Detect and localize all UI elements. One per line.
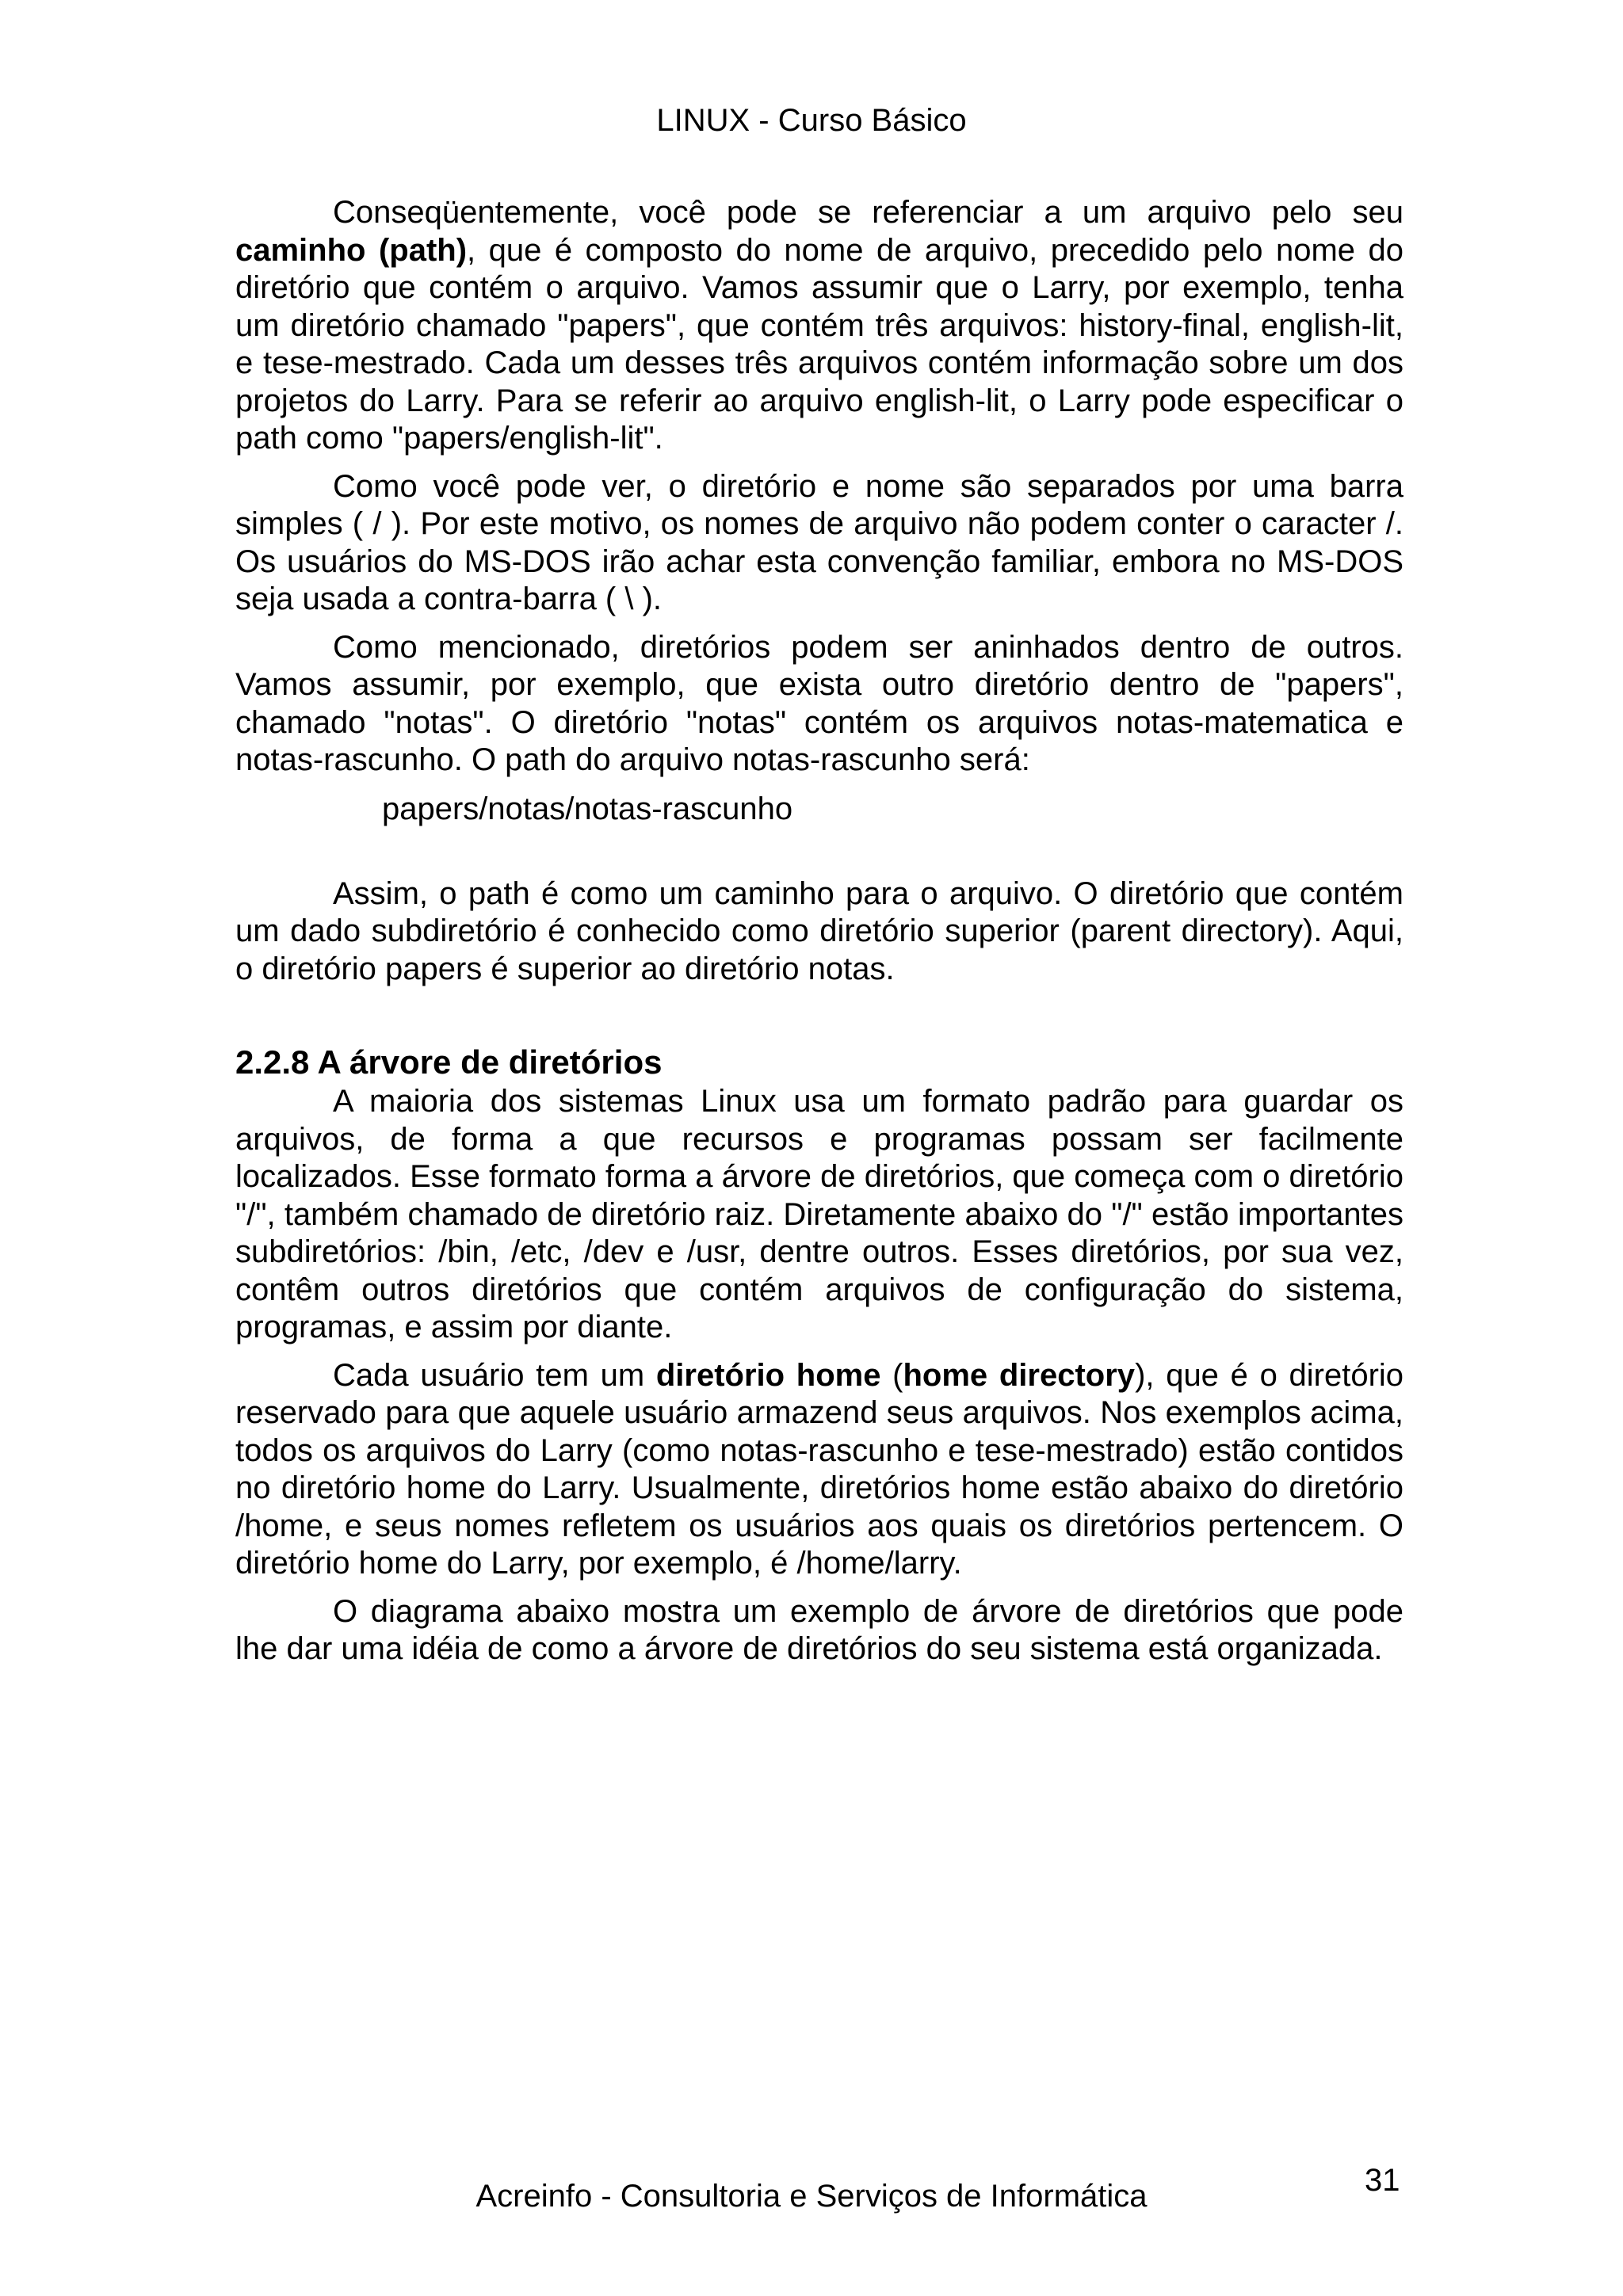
paragraph-directory-tree: A maioria dos sistemas Linux usa um formato padrão para guardar os arquivos, de forma a que recursos e programas possam ser facilmente localizados. Esse formato forma a árvore de diretórios, que começa com o diretório "/", também chamado de diretório raiz. Diretamente abaixo do "/" estão importantes subdiretórios: /bin, /etc, /dev e /usr, dentre outros. Esses diretórios, por sua vez, contêm outros diretórios que contém arquivos de configuração do sistema, programas, e assim por diante. bbox=[235, 1084, 1404, 1344]
paragraph-parent-directory: Assim, o path é como um caminho para o arquivo. O diretório que contém um dado subdiretório é conhecido como diretório superior (parent directory). Aqui, o diretório papers é superior ao diretório notas. bbox=[235, 875, 1403, 986]
paragraph-nested-dirs: Como mencionado, diretórios podem ser aninhados dentro de outros. Vamos assumir, por exemplo, que exista outro diretório dentro de "papers", chamado "notas". O diretório "notas" contém os arquivos notas-matematica e notas-rascunho. O path do arquivo notas-rascunho será: bbox=[235, 629, 1403, 777]
term-diretorio-home: diretório home bbox=[655, 1357, 881, 1393]
page-number: 31 bbox=[1365, 2163, 1400, 2198]
paragraph-separator: Como você pode ver, o diretório e nome são separados por uma barra simples ( / ). Por este motivo, os nomes de arquivo não podem conter o caracter /. Os usuários do MS-DOS irão achar esta convenção familiar, embora no MS-DOS seja usada a contra-barra ( \ ). bbox=[235, 468, 1403, 616]
paragraph-text: , que é composto do nome de arquivo, precedido pelo nome do diretório que contém o arquivo. Vamos assumir que o Larry, por exemplo, tenha um diretório chamado "papers", que contém três arquivos: history-final, english-lit, e tese-mestrado. Cada um desses três arquivos contém informação sobre um dos projetos do Larry. Para se referir ao arquivo english-lit, o Larry pode especificar o path como "papers/english-lit". bbox=[235, 232, 1403, 456]
paragraph-text: Conseqüentemente, você pode se referenciar a um arquivo pelo seu bbox=[333, 195, 1403, 230]
paragraph-text: ), que é o diretório reservado para que aquele usuário armazend seus arquivos. Nos exemplos acima, todos os arquivos do Larry (como notas-rascunho e tese-mestrado) estão contidos no diretório home do Larry. Usualmente, diretórios home estão abaixo do diretório /home, e seus nomes refletem os usuários aos quais os diretórios pertencem. O diretório home do Larry, por exemplo, é /home/larry. bbox=[235, 1357, 1404, 1581]
term-caminho-path: caminho (path) bbox=[235, 232, 468, 268]
section-title: A árvore de diretórios bbox=[317, 1043, 663, 1081]
paragraph-home-directory bbox=[235, 1357, 1403, 1583]
path-example: papers/notas/notas-rascunho bbox=[382, 791, 793, 826]
page-header: LINUX - Curso Básico bbox=[656, 103, 967, 138]
term-home-directory: home directory bbox=[903, 1357, 1136, 1393]
paragraph-text: Cada usuário tem um bbox=[333, 1357, 656, 1393]
section-number: 2.2.8 bbox=[235, 1043, 310, 1081]
section-heading bbox=[235, 1042, 1403, 1083]
page-footer: Acreinfo - Consultoria e Serviços de Informática bbox=[475, 2179, 1148, 2214]
paragraph-text: ( bbox=[880, 1357, 903, 1393]
paragraph-diagram-intro: O diagrama abaixo mostra um exemplo de árvore de diretórios que pode lhe dar uma idéia de como a árvore de diretórios do seu sistema está organizada. bbox=[235, 1593, 1403, 1666]
paragraph-path-intro bbox=[235, 194, 1403, 458]
spacer bbox=[235, 828, 1403, 875]
page-content bbox=[235, 194, 1403, 1679]
